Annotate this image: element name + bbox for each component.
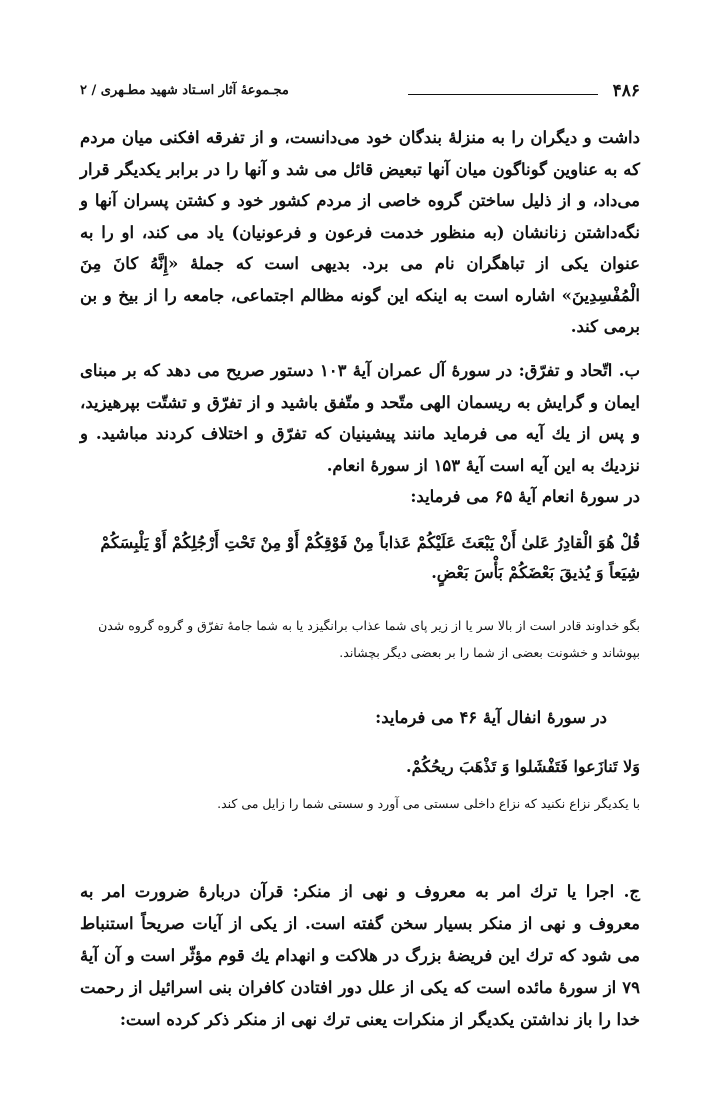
section-c-text: قرآن دربارهٔ ضرورت امر به معروف و نهی از منکر بسیار سخن گفته است. از یکی از آیات صریحاً استنباط می شود که ترك این فریضهٔ بزرگ در هلاکت و انهدام یك قوم مؤثّر است و آن آیهٔ ۷۹ از سورهٔ مائده است که یکی از علل دور افتادن کافران بنی اسرائیل از رحمت خدا را باز نداشتن یکدیگر از منکرات یعنی ترك نهی از منکر ذکر کرده است: bbox=[80, 882, 640, 1029]
page-header bbox=[80, 80, 640, 106]
quran-verse-anam-65: قُلْ هُوَ الْقادِرُ عَلىٰ أَنْ يَبْعَثَ عَلَيْكُمْ عَذاباً مِنْ فَوْقِكُمْ أَوْ مِنْ تَحْتِ أَرْجُلِكُمْ أَوْ يَلْبِسَكُمْ شِيَعاً وَ يُذيقَ بَعْضَكُمْ بَأْسَ بَعْضٍ. bbox=[100, 533, 640, 582]
running-title: مجـموعهٔ آثار اسـتاد شهید مطـهری / ۲ bbox=[80, 83, 289, 98]
section-c-paragraph bbox=[80, 876, 640, 1036]
section-b-heading: ب. اتّحاد و تفرّق: bbox=[518, 361, 640, 380]
section-c-heading: ج. اجرا یا ترك امر به معروف و نهی از منكر: bbox=[292, 882, 640, 901]
verse-intro-anfal: در سورهٔ انفال آیهٔ ۴۶ می فرماید: bbox=[375, 708, 607, 727]
header-rule bbox=[408, 94, 598, 95]
section-b-paragraph bbox=[80, 355, 640, 513]
paragraph-1: داشت و دیگران را به منزلهٔ بندگان خود می‌دانست، و از تفرقه افکنی میان مردم که به عناوین گوناگون میان آنها تبعیض قائل می شد و آنها را در برابر یکدیگر قرار می‌داد، و از ذلیل ساختن گروه خاصی از مردم کشور خود و کشتن پسران آنها و نگه‌داشتن زنانشان (به منظور خدمت فرعون و فرعونیان) یاد می کند، او را به عنوان یکی از تباهگران نام می برد. بدیهی است که جملهٔ «إِنَّهُ كانَ مِنَ الْمُفْسِدِينَ» اشاره است به اینکه این گونه مظالم اجتماعی، جامعه را از بیخ و بن برمی کند. bbox=[80, 128, 640, 336]
quran-verse-anfal-46: وَلا تَنازَعوا فَتَفْشَلوا وَ تَذْهَبَ ريحُكُمْ. bbox=[406, 757, 640, 776]
page-number: ۴۸۶ bbox=[612, 81, 640, 101]
translation-anfal-46: با یکدیگر نزاع نکنید که نزاع داخلی سستی می آورد و سستی شما را زایل می کند. bbox=[217, 796, 640, 811]
translation-anam-65: بگو خداوند قادر است از بالا سر یا از زیر پای شما عذاب برانگیزد یا به شما جامهٔ تفرّق و گروه گروه شدن بپوشاند و خشونت بعضی از شما را بر بعضی دیگر بچشاند. bbox=[98, 618, 640, 660]
verse-intro-anam: در سورهٔ انعام آیهٔ ۶۵ می فرماید: bbox=[410, 487, 640, 506]
section-b-text: در سورهٔ آل عمران آیهٔ ۱۰۳ دستور صریح می دهد که بر مبنای ایمان و گرایش به ریسمان الهی متّحد و متّفق باشید و از تفرّق و تشتّت بپرهیزید، و پس از یك آیه می فرماید مانند پیشینیان که تفرّق و اختلاف کردند مباشید. و نزدیك به این آیه است آیهٔ ۱۵۳ از سورهٔ انعام. bbox=[80, 361, 640, 475]
